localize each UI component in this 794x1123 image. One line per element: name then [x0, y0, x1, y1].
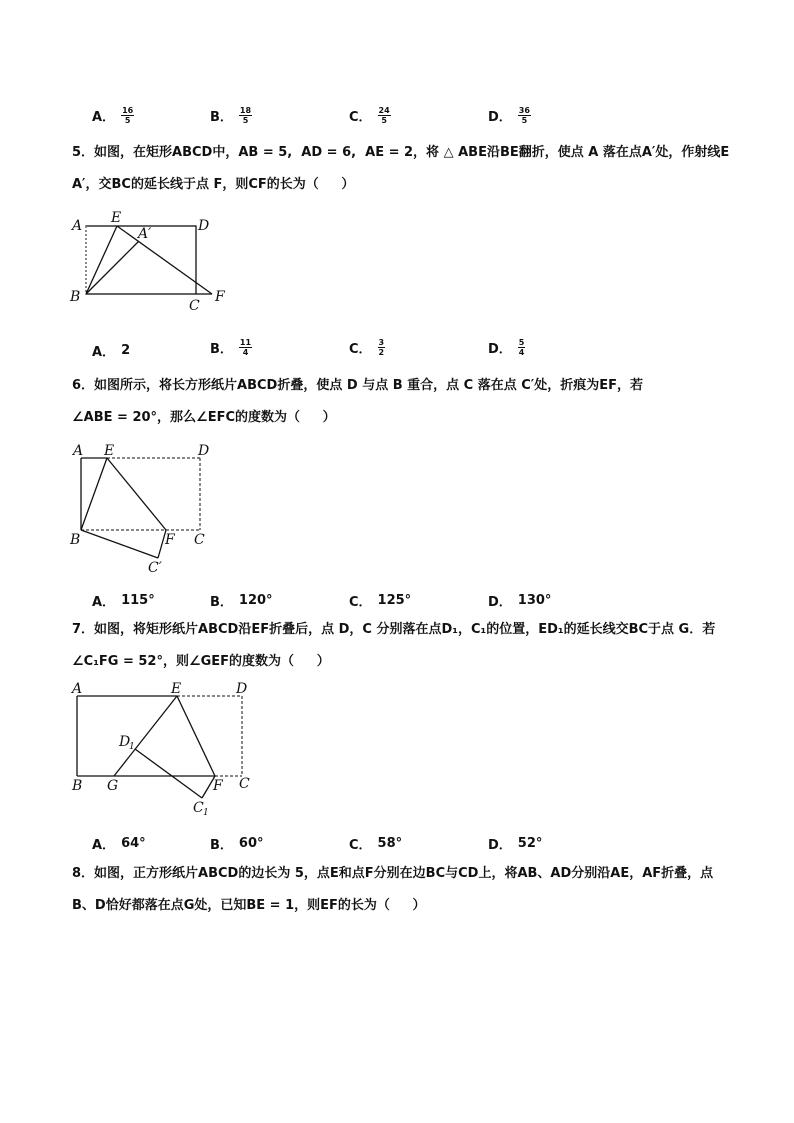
svg-text:C: C — [239, 776, 250, 792]
q7-figure — [62, 678, 262, 818]
svg-text:F: F — [215, 289, 225, 305]
svg-text:B: B — [70, 289, 81, 305]
svg-text:1: 1 — [129, 742, 135, 752]
q5-text-line1: 5．如图，在矩形ABCD中，AB = 5, AD = 6, AE = 2，将 △ ABE沿BE翻折，使点 A 落在点A′处，作射线E — [72, 145, 730, 160]
q7-option-d[interactable]: D． 52° — [488, 836, 543, 853]
q7-option-a[interactable]: A． 64° — [92, 836, 146, 853]
fraction: $\frac{18}{5}$ — [239, 106, 252, 125]
q7-text-line2: ∠C₁FG = 52°，则∠GEF的度数为（ ） — [72, 654, 330, 669]
q5-option-a[interactable]: A． 2 — [92, 343, 131, 360]
svg-text:1: 1 — [203, 808, 209, 818]
q6-option-c[interactable]: C． 125° — [349, 593, 412, 610]
svg-text:G: G — [107, 778, 119, 794]
q7-option-c[interactable]: C． 58° — [349, 836, 403, 853]
q6-option-d[interactable]: D． 130° — [488, 593, 552, 610]
q7-option-b[interactable]: B． 60° — [210, 836, 264, 853]
q4-option-a[interactable]: A． $\frac{16}{5}$ — [92, 106, 134, 125]
fraction: $\frac{24}{5}$ — [378, 106, 390, 125]
q8-text-line1: 8．如图，正方形纸片ABCD的边长为 5，点E和点F分别在边BC与CD上，将AB、AD分别沿AE，AF折叠，点 — [72, 866, 714, 881]
svg-text:B: B — [70, 532, 81, 548]
segment-be — [81, 458, 107, 530]
svg-text:A: A — [73, 443, 84, 459]
segment-d1c1 — [135, 749, 202, 798]
svg-text:F: F — [213, 778, 223, 794]
q5-option-b[interactable]: B． $\frac{11}{4}$ — [210, 338, 252, 357]
q4-option-d[interactable]: D． $\frac{36}{5}$ — [488, 106, 530, 125]
svg-text:C: C — [194, 532, 205, 548]
svg-text:B: B — [72, 778, 83, 794]
segment-bc1 — [81, 530, 158, 558]
q4-option-b[interactable]: B． $\frac{18}{5}$ — [210, 106, 252, 125]
svg-text:E: E — [111, 210, 122, 226]
fraction: $\frac{36}{5}$ — [518, 106, 530, 125]
svg-text:F: F — [165, 532, 175, 548]
segment-ba1 — [86, 241, 139, 294]
crease-ef — [107, 458, 166, 530]
segment-be — [86, 226, 117, 294]
q6-option-a[interactable]: A． 115° — [92, 593, 155, 610]
svg-text:D: D — [236, 681, 248, 697]
ray-ef — [117, 226, 212, 294]
q5-figure — [62, 206, 242, 316]
svg-text:E: E — [104, 443, 115, 459]
q5-option-c[interactable]: C． $\frac{3}{2}$ — [349, 338, 385, 357]
svg-text:C: C — [189, 298, 200, 314]
q5-option-d[interactable]: D． $\frac{5}{4}$ — [488, 338, 525, 357]
q5-text-line2: A′，交BC的延长线于点 F，则CF的长为（ ） — [72, 177, 355, 192]
q7-text-line1: 7．如图，将矩形纸片ABCD沿EF折叠后，点 D，C 分别落在点D₁，C₁的位置，ED₁的延长线交BC于点 G．若 — [72, 622, 716, 637]
svg-text:D: D — [119, 734, 131, 750]
fraction: $\frac{11}{4}$ — [239, 338, 252, 357]
svg-text:C: C — [193, 800, 204, 816]
q6-text-line2: ∠ABE = 20°，那么∠EFC的度数为（ ） — [72, 410, 336, 425]
svg-text:D: D — [198, 218, 210, 234]
q6-figure — [62, 438, 232, 578]
fraction: $\frac{16}{5}$ — [122, 106, 134, 125]
svg-text:A: A — [72, 218, 83, 234]
q8-text-line2: B、D恰好都落在点G处，已知BE = 1，则EF的长为（ ） — [72, 898, 426, 913]
svg-text:E: E — [171, 681, 182, 697]
q4-option-c[interactable]: C． $\frac{24}{5}$ — [349, 106, 390, 125]
q6-text-line1: 6．如图所示，将长方形纸片ABCD折叠，使点 D 与点 B 重合，点 C 落在点 C′处，折痕为EF，若 — [72, 378, 643, 393]
fraction: $\frac{5}{4}$ — [518, 338, 525, 357]
svg-text:C′: C′ — [148, 560, 162, 576]
svg-text:A: A — [72, 681, 83, 697]
fraction: $\frac{3}{2}$ — [378, 338, 385, 357]
svg-text:D: D — [198, 443, 210, 459]
crease-ef — [177, 696, 215, 776]
svg-text:A′: A′ — [138, 226, 152, 242]
q6-option-b[interactable]: B． 120° — [210, 593, 273, 610]
